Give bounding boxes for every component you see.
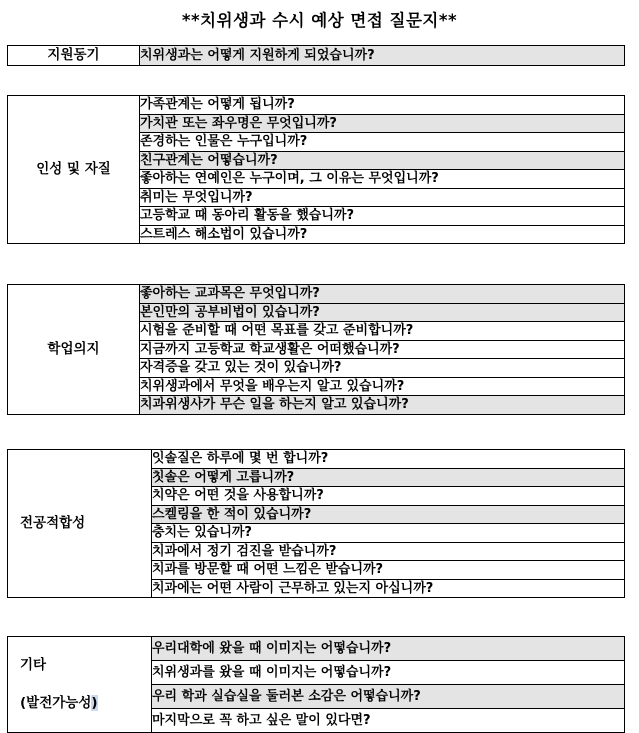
question-cell: 취미는 무엇입니까? [140,188,625,207]
category-cell: 전공적합성 [8,450,152,598]
question-cell: 자격증을 갖고 있는 것이 있습니까? [140,359,625,378]
question-cell: 좋아하는 연예인은 누구이며, 그 이유는 무엇입니까? [140,170,625,189]
question-cell: 본인만의 공부비법이 있습니까? [140,303,625,322]
question-cell: 친구관계는 어떻습니까? [140,151,625,170]
table-row [8,96,625,115]
question-cell: 가족관계는 어떻게 됩니까? [140,96,625,115]
question-cell: 치과에서 정기 검진을 받습니까? [152,542,625,561]
category-cell [8,637,152,733]
document-title: **치위생과 수시 예상 면접 질문지** [181,11,458,30]
category-line-2-text: (발전가능성 [20,695,92,711]
question-cell: 치과를 방문할 때 어떤 느낌은 받습니까? [152,561,625,580]
question-cell: 지금까지 고등학교 학교생활은 어떠했습니까? [140,340,625,359]
table-row [8,285,625,304]
section-academic-will [7,284,625,415]
table-row [8,450,625,469]
question-cell: 치위생과에서 무엇을 배우는지 알고 있습니까? [140,377,625,396]
category-line-1: 기타 [20,657,47,673]
question-cell: 치과에는 어떤 사람이 근무하고 있는지 아십니까? [152,579,625,598]
question-cell: 스켈링을 한 적이 있습니까? [152,505,625,524]
section-motivation [7,45,625,66]
question-cell: 치과위생사가 무슨 일을 하는지 알고 있습니까? [140,396,625,415]
question-cell: 가치관 또는 좌우명은 무엇입니까? [140,114,625,133]
question-cell: 우리 학과 실습실을 둘러본 소감은 어떻습니까? [152,685,625,709]
question-cell: 마지막으로 꼭 하고 싶은 말이 있다면? [152,709,625,733]
question-cell: 치위생과를 왔을 때 이미지는 어떻습니까? [152,661,625,685]
selection-highlight: ) [91,695,98,711]
question-cell: 충치는 있습니까? [152,524,625,543]
question-cell: 치약은 어떤 것을 사용합니까? [152,487,625,506]
question-cell: 존경하는 인물은 누구입니까? [140,133,625,152]
table-row [8,46,625,66]
section-etc [7,636,625,733]
section-character [7,95,625,244]
category-cell: 인성 및 자질 [8,96,140,244]
question-cell: 고등학교 때 동아리 활동을 했습니까? [140,207,625,226]
question-cell: 치위생과는 어떻게 지원하게 되었습니까? [140,46,625,66]
section-major-fit [7,449,625,598]
category-line-2 [20,694,151,713]
category-cell: 지원동기 [8,46,140,66]
question-cell: 칫솔은 어떻게 고릅니까? [152,468,625,487]
question-cell: 우리대학에 왔을 때 이미지는 어떻습니까? [152,637,625,661]
question-cell: 시험을 준비할 때 어떤 목표를 갖고 준비합니까? [140,322,625,341]
table-row [8,637,625,661]
question-cell: 잇솔질은 하루에 몇 번 합니까? [152,450,625,469]
category-cell: 학업의지 [8,285,140,415]
question-cell: 스트레스 해소법이 있습니까? [140,225,625,244]
question-cell: 좋아하는 교과목은 무엇입니까? [140,285,625,304]
